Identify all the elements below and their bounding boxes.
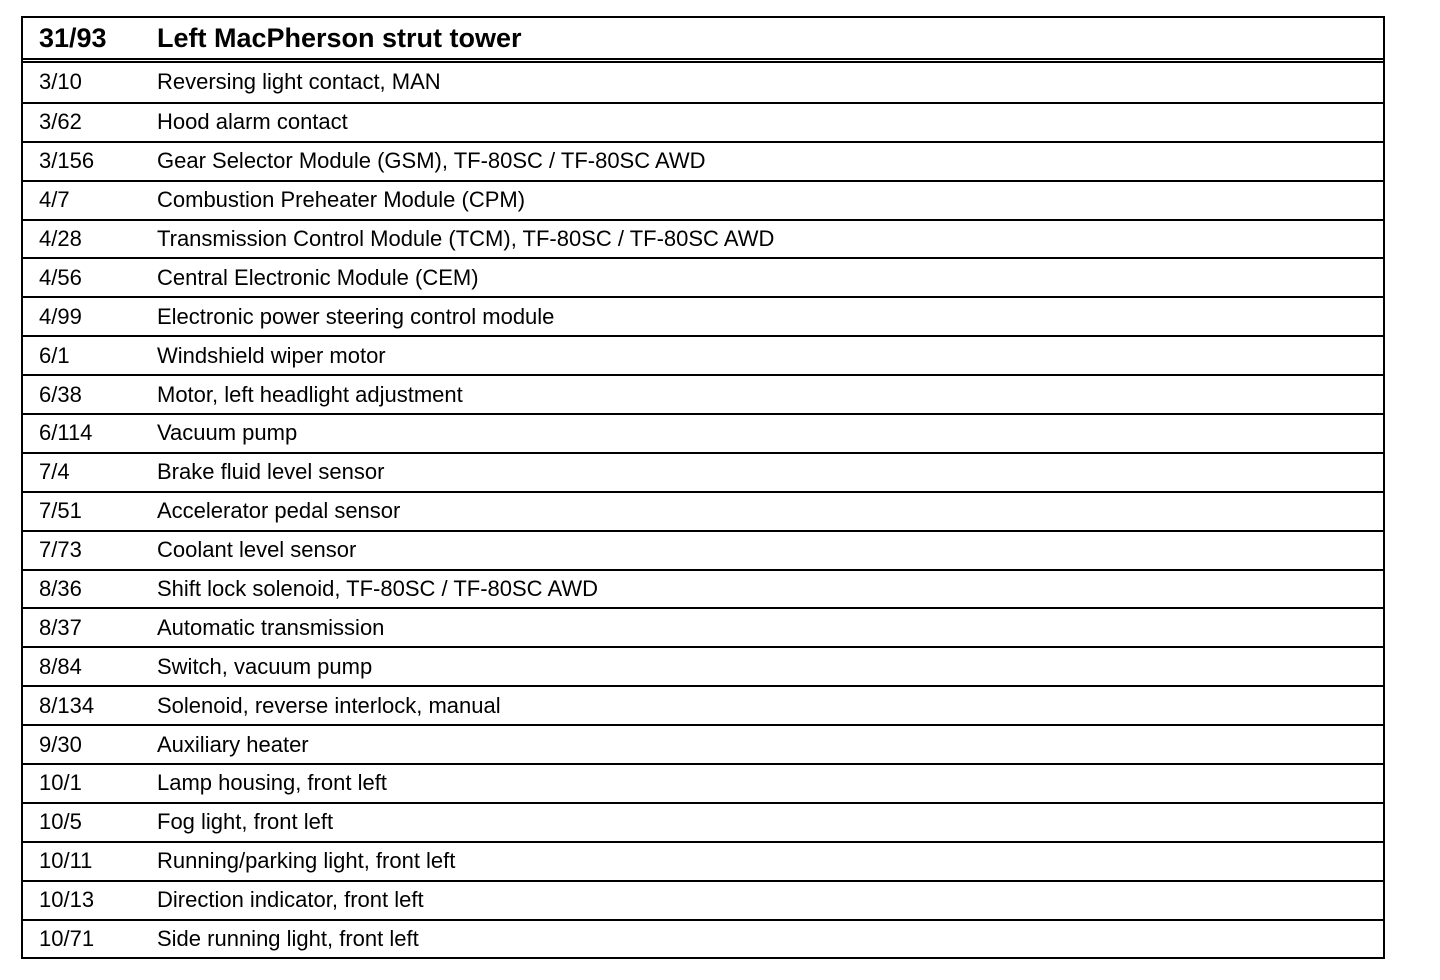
row-code: 8/37: [39, 614, 82, 640]
row-description: Side running light, front left: [157, 926, 419, 952]
table-header: [23, 18, 1383, 63]
table-row: [23, 880, 1383, 919]
row-code: 8/134: [39, 692, 95, 718]
row-description: Automatic transmission: [157, 614, 385, 640]
row-code: 4/99: [39, 303, 82, 329]
table-row: [23, 685, 1383, 724]
table-row: [23, 296, 1383, 335]
table-row: [23, 257, 1383, 296]
table-row: [23, 802, 1383, 841]
table-body: [23, 63, 1383, 957]
row-code: 6/1: [39, 342, 70, 368]
header-title: Left MacPherson strut tower: [157, 22, 522, 53]
row-code: 4/56: [39, 264, 82, 290]
table-row: [23, 141, 1383, 180]
row-description: Reversing light contact, MAN: [157, 69, 441, 95]
row-description: Auxiliary heater: [157, 731, 309, 757]
row-description: Running/parking light, front left: [157, 848, 456, 874]
table-row: [23, 919, 1383, 958]
table-row: [23, 841, 1383, 880]
row-code: 10/13: [39, 887, 95, 913]
table-row: [23, 102, 1383, 141]
row-description: Switch, vacuum pump: [157, 653, 373, 679]
row-description: Direction indicator, front left: [157, 887, 424, 913]
row-description: Shift lock solenoid, TF-80SC / TF-80SC AWD: [157, 576, 598, 602]
table-row: [23, 491, 1383, 530]
row-description: Electronic power steering control module: [157, 303, 555, 329]
row-code: 9/30: [39, 731, 82, 757]
row-code: 10/11: [39, 848, 93, 874]
row-description: Solenoid, reverse interlock, manual: [157, 692, 501, 718]
table-row: [23, 452, 1383, 491]
table-row: [23, 724, 1383, 763]
row-code: 7/73: [39, 537, 82, 563]
row-code: 8/36: [39, 576, 82, 602]
row-code: 10/5: [39, 809, 82, 835]
row-description: Central Electronic Module (CEM): [157, 264, 479, 290]
row-description: Combustion Preheater Module (CPM): [157, 187, 526, 213]
header-code: 31/93: [39, 22, 107, 53]
row-description: Vacuum pump: [157, 420, 298, 446]
table-row: [23, 763, 1383, 802]
table-row: [23, 607, 1383, 646]
row-description: Fog light, front left: [157, 809, 334, 835]
row-code: 7/51: [39, 498, 82, 524]
table-row: [23, 63, 1383, 102]
row-description: Gear Selector Module (GSM), TF-80SC / TF-80SC AWD: [157, 148, 706, 174]
component-table: [21, 16, 1385, 959]
table-row: [23, 180, 1383, 219]
row-code: 7/4: [39, 459, 70, 485]
table-row: [23, 530, 1383, 569]
row-code: 6/38: [39, 381, 82, 407]
table-row: [23, 374, 1383, 413]
row-code: 3/10: [39, 69, 82, 95]
row-description: Motor, left headlight adjustment: [157, 381, 463, 407]
row-code: 4/7: [39, 187, 70, 213]
table-row: [23, 569, 1383, 608]
row-code: 3/62: [39, 109, 82, 135]
row-code: 4/28: [39, 226, 82, 251]
row-code: 10/1: [39, 770, 82, 796]
row-description: Brake fluid level sensor: [157, 459, 385, 485]
row-description: Accelerator pedal sensor: [157, 498, 401, 524]
table-row: [23, 219, 1383, 258]
row-description: Windshield wiper motor: [157, 342, 386, 368]
row-code: 10/71: [39, 926, 95, 952]
row-description: Hood alarm contact: [157, 109, 348, 135]
row-description: Transmission Control Module (TCM), TF-80SC / TF-80SC AWD: [157, 226, 775, 251]
table-row: [23, 646, 1383, 685]
row-code: 8/84: [39, 653, 82, 679]
row-code: 3/156: [39, 148, 95, 174]
table-row: [23, 335, 1383, 374]
row-description: Lamp housing, front left: [157, 770, 387, 796]
row-code: 6/114: [39, 420, 93, 446]
row-description: Coolant level sensor: [157, 537, 357, 563]
table-row: [23, 413, 1383, 452]
